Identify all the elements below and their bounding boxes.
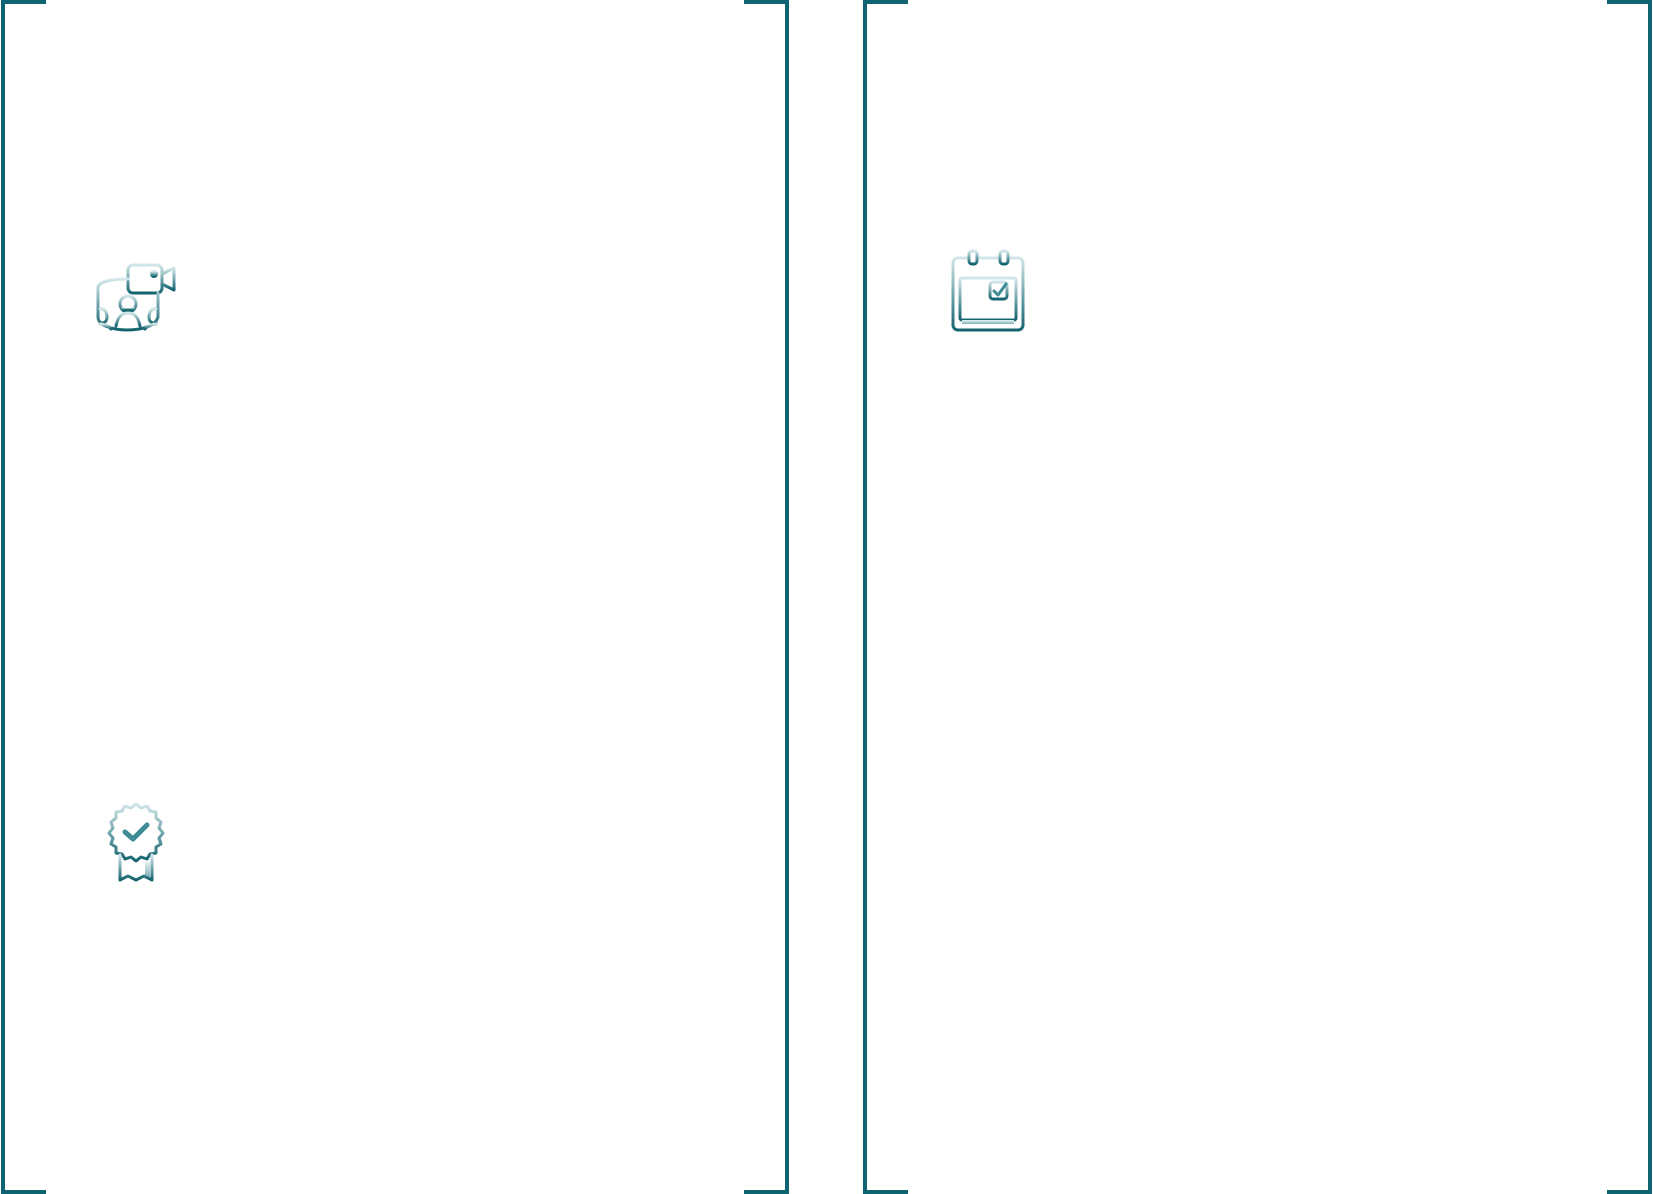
- calendar-check-icon: [950, 248, 1026, 332]
- right-panel-frame-left: [862, 0, 908, 1194]
- video-call-icon: [94, 262, 178, 332]
- right-panel: [862, 0, 1653, 1194]
- left-panel-frame-right: [744, 0, 790, 1194]
- left-panel: [0, 0, 790, 1194]
- right-panel-frame-right: [1607, 0, 1653, 1194]
- left-panel-frame-left: [0, 0, 46, 1194]
- certified-badge-icon: [104, 800, 168, 884]
